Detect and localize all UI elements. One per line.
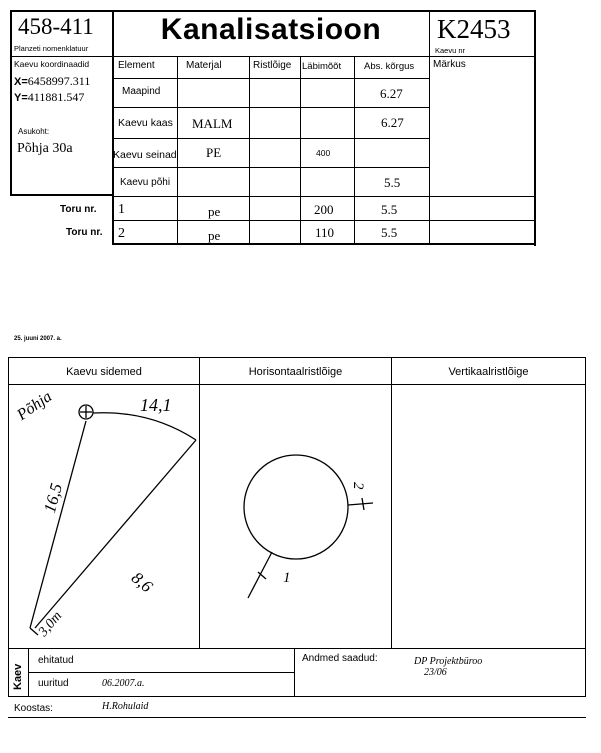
section-title-horizontal: Horisontaalristlõige — [248, 366, 343, 378]
row-element: Maapind — [122, 86, 161, 97]
data-source-label: Andmed saadud: — [302, 653, 378, 664]
pipe-material: pe — [208, 228, 221, 243]
col-header-elevation: Abs. kõrgus — [364, 61, 415, 72]
row-elevation: 6.27 — [381, 115, 404, 130]
side-label: Kaev — [12, 663, 24, 690]
col-header-element: Element — [118, 60, 155, 71]
sketch-label-top: 14,1 — [140, 395, 172, 415]
pipe-elevation: 5.5 — [381, 202, 398, 217]
pipe-number: 2 — [118, 226, 125, 241]
plan-number: 458-411 — [18, 14, 94, 39]
compiled-label: Koostas: — [14, 703, 53, 714]
pipe-number: 1 — [118, 202, 125, 217]
row-element: Kaevu põhi — [120, 177, 171, 188]
pipe-elevation: 5.5 — [381, 225, 398, 240]
row-elevation: 5.5 — [384, 175, 401, 190]
col-header-cross-section: Ristlõige — [253, 60, 292, 71]
row-element: Kaevu seinad — [113, 149, 177, 161]
pipe-label: Toru nr. — [66, 227, 103, 238]
sketch-label-bottom: 3,0m — [36, 608, 66, 640]
section-title-ties: Kaevu sidemed — [66, 366, 142, 378]
data-source-date: 23/06 — [424, 667, 447, 678]
pipe-line-1 — [248, 552, 272, 598]
col-header-material: Materjal — [186, 60, 222, 71]
row-diameter: 400 — [316, 148, 331, 158]
x-coordinate: X=6458997.311 — [14, 74, 91, 88]
sketch-label-street: Põhja — [14, 388, 56, 424]
row-elevation: 6.27 — [380, 86, 403, 101]
location-label: Asukoht: — [18, 127, 50, 136]
pipe-diameter: 200 — [314, 202, 334, 217]
sketch-label-diag: 8,6 — [127, 568, 157, 597]
pipe-label: Toru nr. — [60, 204, 97, 215]
pipe-label-1: 1 — [283, 570, 291, 586]
col-header-remarks: Märkus — [433, 59, 466, 70]
section-title-vertical: Vertikaalristlõige — [448, 366, 529, 378]
page-title: Kanalisatsioon — [160, 13, 382, 46]
location-value: Põhja 30a — [17, 141, 73, 156]
row-element: Kaevu kaas — [118, 117, 173, 129]
col-header-diameter: Läbimõõt — [302, 61, 342, 72]
well-section-circle — [244, 455, 348, 559]
pipe-label-2: 2 — [350, 482, 366, 490]
coords-label: Kaevu koordinaadid — [14, 59, 90, 69]
date-stamp: 25. juuni 2007. a. — [14, 336, 62, 342]
pipe-material: pe — [208, 204, 221, 219]
row-material: PE — [206, 145, 222, 160]
pipe-diameter: 110 — [315, 225, 335, 240]
row-material: MALM — [192, 116, 233, 131]
pipe-line-2 — [348, 503, 373, 505]
well-number-label: Kaevu nr — [435, 46, 466, 55]
measured-value: 06.2007.a. — [102, 678, 145, 689]
built-label: ehitatud — [38, 655, 74, 666]
compiled-value: H.Rohulaid — [102, 701, 149, 712]
well-number: K2453 — [437, 14, 511, 44]
sketch-label-left: 16,5 — [40, 481, 67, 515]
measured-label: uuritud — [38, 678, 69, 689]
plan-number-label: Planzeti nomenklatuur — [14, 44, 89, 53]
y-coordinate: Y=411881.547 — [14, 90, 85, 104]
data-source-value: DP Projektbüroo — [414, 656, 483, 667]
